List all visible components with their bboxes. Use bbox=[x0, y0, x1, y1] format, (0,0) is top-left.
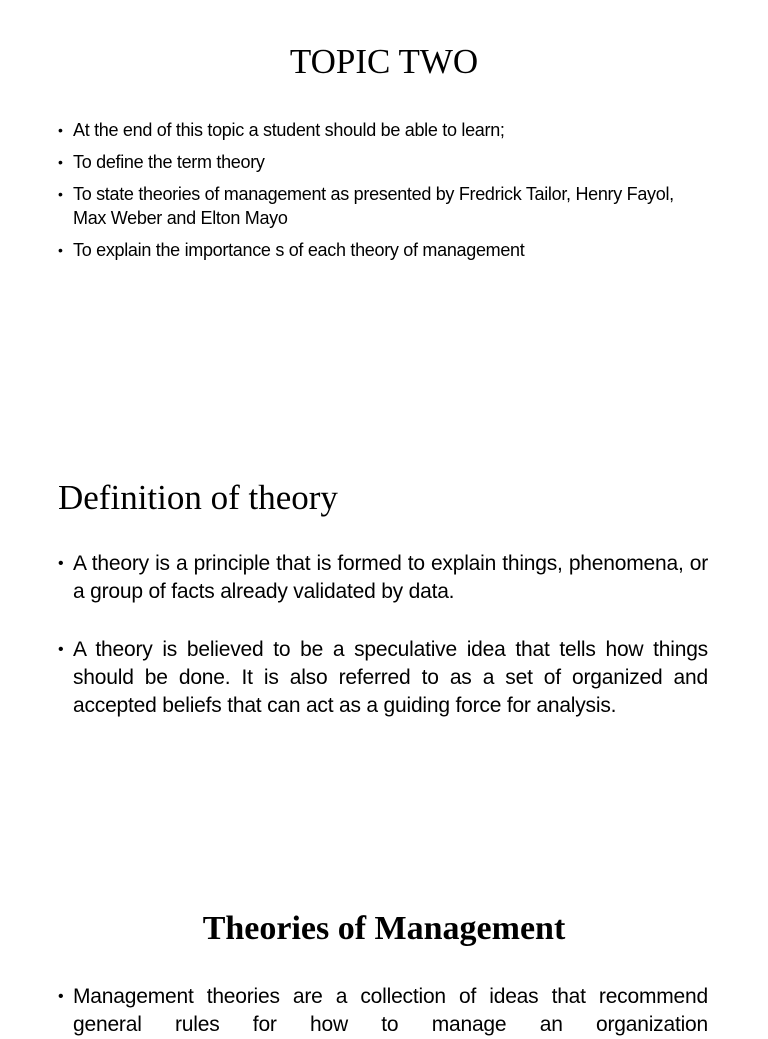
list-item bbox=[58, 238, 698, 262]
bullet-text: To state theories of management as presented by Fredrick Tailor, Henry Fayol, Max Weber and Elton Mayo bbox=[73, 184, 674, 228]
slide-title: Definition of theory bbox=[58, 478, 338, 517]
bullet-icon: • bbox=[58, 242, 63, 258]
list-item bbox=[58, 550, 708, 606]
bullet-text: A theory is believed to be a speculative idea that tells how things should be done. It is also referred to as a set of organized and accepted beliefs that can act as a guiding force for analysis. bbox=[73, 638, 708, 717]
bullet-text: A theory is a principle that is formed to explain things, phenomena, or a group of facts already validated by data. bbox=[73, 552, 708, 603]
slide-topic-two bbox=[0, 0, 768, 330]
bullet-list bbox=[58, 983, 708, 1039]
bullet-icon: • bbox=[58, 555, 64, 572]
slide-title: TOPIC TWO bbox=[289, 42, 479, 81]
bullet-icon: • bbox=[58, 988, 64, 1005]
bullet-icon: • bbox=[58, 186, 63, 202]
bullet-text: At the end of this topic a student should be able to learn; bbox=[73, 120, 505, 140]
bullet-icon: • bbox=[58, 122, 63, 138]
bullet-text: To define the term theory bbox=[73, 152, 265, 172]
bullet-text: Management theories are a collection of ideas that recommend general rules for how to manage an organization bbox=[73, 985, 708, 1036]
slide-definition-of-theory bbox=[0, 470, 768, 800]
bullet-icon: • bbox=[58, 641, 64, 658]
list-item bbox=[58, 150, 698, 174]
bullet-text: To explain the importance s of each theory of management bbox=[73, 240, 525, 260]
list-item bbox=[58, 182, 698, 230]
slide-theories-of-management bbox=[0, 905, 768, 1036]
bullet-list bbox=[58, 550, 708, 750]
list-item bbox=[58, 118, 698, 142]
bullet-list bbox=[58, 118, 698, 270]
list-item bbox=[58, 983, 708, 1039]
bullet-icon: • bbox=[58, 154, 63, 170]
list-item bbox=[58, 636, 708, 720]
slide-title: Theories of Management bbox=[202, 910, 566, 947]
